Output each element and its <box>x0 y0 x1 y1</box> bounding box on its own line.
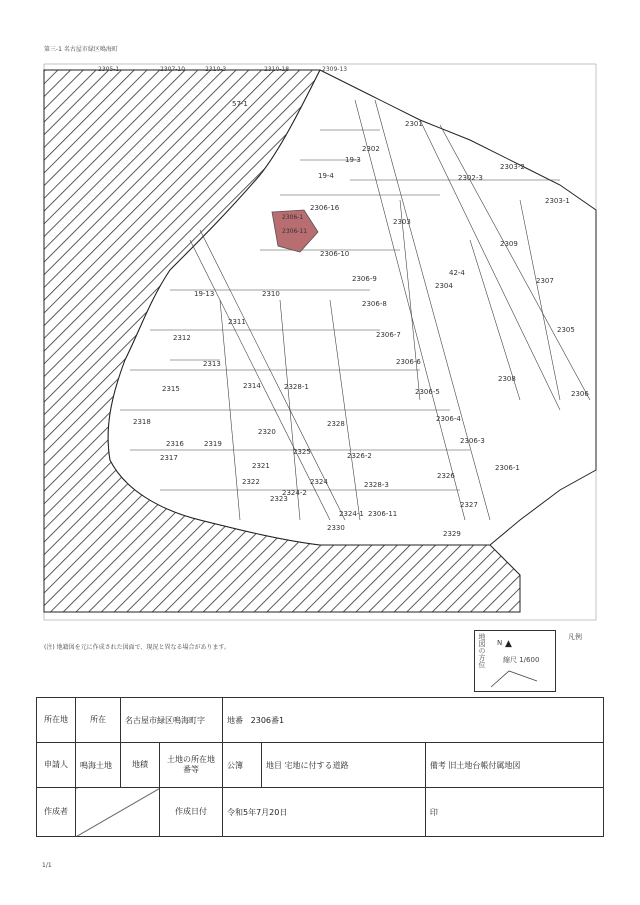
parcel-label: 2314 <box>243 382 261 390</box>
parcel-label: 2306-16 <box>310 204 340 212</box>
parcel-label: 2323 <box>270 495 288 503</box>
parcel-label: 2328-1 <box>284 383 309 391</box>
parcel-label: 2316 <box>166 440 184 448</box>
orientation-sketch <box>489 667 539 689</box>
parcel-label: 2306-8 <box>362 300 387 308</box>
remark-value: 旧土地台帳付属地図 <box>448 760 521 770</box>
parcel-label: 2305 <box>557 326 575 334</box>
parcel-label: 2307 <box>536 277 554 285</box>
parcel-label: 2306-6 <box>396 358 421 366</box>
parcel-label: 2302 <box>362 145 380 153</box>
parcel-label: 19-4 <box>318 172 334 180</box>
parcel-label: 2310 <box>262 290 280 298</box>
remark-label: 備考 <box>429 760 446 770</box>
use-label: 地目 <box>266 760 282 770</box>
parcel-label: 19-3 <box>345 156 361 164</box>
top-label: 2307-10 <box>160 66 186 73</box>
parcel-label: 2319 <box>204 440 222 448</box>
parcel-label: 2302-3 <box>458 174 483 182</box>
name-label: 所在 <box>76 698 121 743</box>
top-label: 2305-1 <box>98 66 120 73</box>
parcel-label: 2322 <box>242 478 260 486</box>
parcel-label: 2309 <box>500 240 518 248</box>
legend-label: 凡例 <box>568 633 582 641</box>
chiban-cell <box>223 698 604 743</box>
parcel-label: 2306-7 <box>376 331 401 339</box>
parcel-label: 2306-10 <box>320 250 350 258</box>
name-value: 名古屋市緑区鳴海町字 <box>121 698 223 743</box>
owner-label: 申請人 <box>37 743 76 788</box>
form-table <box>36 697 604 837</box>
parcel-label: 2315 <box>162 385 180 393</box>
parcel-label: 2321 <box>252 462 270 470</box>
parcel-label: 2303-2 <box>500 163 525 171</box>
top-label: 2309-13 <box>322 66 348 73</box>
parcel-label: 2318 <box>133 418 151 426</box>
parcel-label: 2326 <box>437 472 455 480</box>
parcel-label: 2329 <box>443 530 461 538</box>
date-label: 作成日付 <box>160 788 223 837</box>
parcel-label: 2313 <box>203 360 221 368</box>
use-cell <box>262 743 426 788</box>
parcel-label: 2311 <box>228 318 246 326</box>
parcel-label: 42-4 <box>449 269 465 277</box>
maker-label: 作成者 <box>37 788 76 837</box>
parcel-label: 2327 <box>460 501 478 509</box>
seal-label: 印 <box>429 807 438 817</box>
parcel-label: 2317 <box>160 454 178 462</box>
area-label: 地積 <box>121 743 160 788</box>
scale-label: 縮尺 1/600 <box>503 656 540 664</box>
parcel-label: 2324-2 <box>282 489 307 497</box>
orientation-box <box>474 630 556 692</box>
orientation-title: 地図の方位 <box>478 633 486 668</box>
date-value: 令和5年7月20日 <box>223 788 426 837</box>
parcel-label: 2330 <box>327 524 345 532</box>
highlight-label-bottom: 2306-11 <box>282 228 308 235</box>
remark-cell <box>425 743 603 788</box>
parcel-label: 2306-11 <box>368 510 398 518</box>
parcel-label: 2325 <box>293 448 311 456</box>
parcel-label: 2320 <box>258 428 276 436</box>
top-label: 2310-3 <box>205 66 227 73</box>
top-label: 2310-18 <box>264 66 290 73</box>
parcel-label: 2326-2 <box>347 452 372 460</box>
use-value: 宅地に付する道路 <box>284 760 349 770</box>
seal-cell <box>425 788 603 837</box>
chiban-value: 2306番1 <box>250 715 285 725</box>
parcel-label: 2306-9 <box>352 275 377 283</box>
parcel-label: 2303 <box>393 218 411 226</box>
parcel-label: 19-13 <box>194 290 215 298</box>
north-arrow-icon: ▲ <box>505 639 512 649</box>
parcel-label: 2304 <box>435 282 453 290</box>
parcel-label: 2312 <box>173 334 191 342</box>
type-label: 土地の所在地番等 <box>160 743 223 788</box>
page-number: 1/1 <box>42 862 52 869</box>
note-text: (注) 地籍図を元に作成された図面で、現況と異なる場合があります。 <box>44 644 230 651</box>
parcel-label: 2306-3 <box>460 437 485 445</box>
parcel-label: 2324 <box>310 478 328 486</box>
parcel-label: 2301 <box>405 120 423 128</box>
parcel-label: 57-1 <box>232 100 248 108</box>
parcel-label: 2328 <box>327 420 345 428</box>
parcel-label: 2324-1 <box>339 510 364 518</box>
parcel-label: 2306-1 <box>495 464 520 472</box>
parcel-label: 2308 <box>498 375 516 383</box>
parcel-label: 2306-4 <box>436 415 461 423</box>
highlight-label-top: 2306-1 <box>282 214 304 221</box>
place-label: 所在地 <box>37 698 76 743</box>
parcel-label: 2303-1 <box>545 197 570 205</box>
header-ref: 第三-1 名古屋市緑区鳴海町 <box>44 46 118 53</box>
parcel-label: 2306-5 <box>415 388 440 396</box>
owner-value: 鳴海土地 <box>76 743 121 788</box>
chiban-label: 地番 <box>227 715 243 725</box>
maker-value <box>76 788 160 837</box>
type-value: 公簿 <box>223 743 262 788</box>
parcel-label: 2306 <box>571 390 589 398</box>
north-label: N <box>497 639 503 647</box>
parcel-label: 2328-3 <box>364 481 389 489</box>
